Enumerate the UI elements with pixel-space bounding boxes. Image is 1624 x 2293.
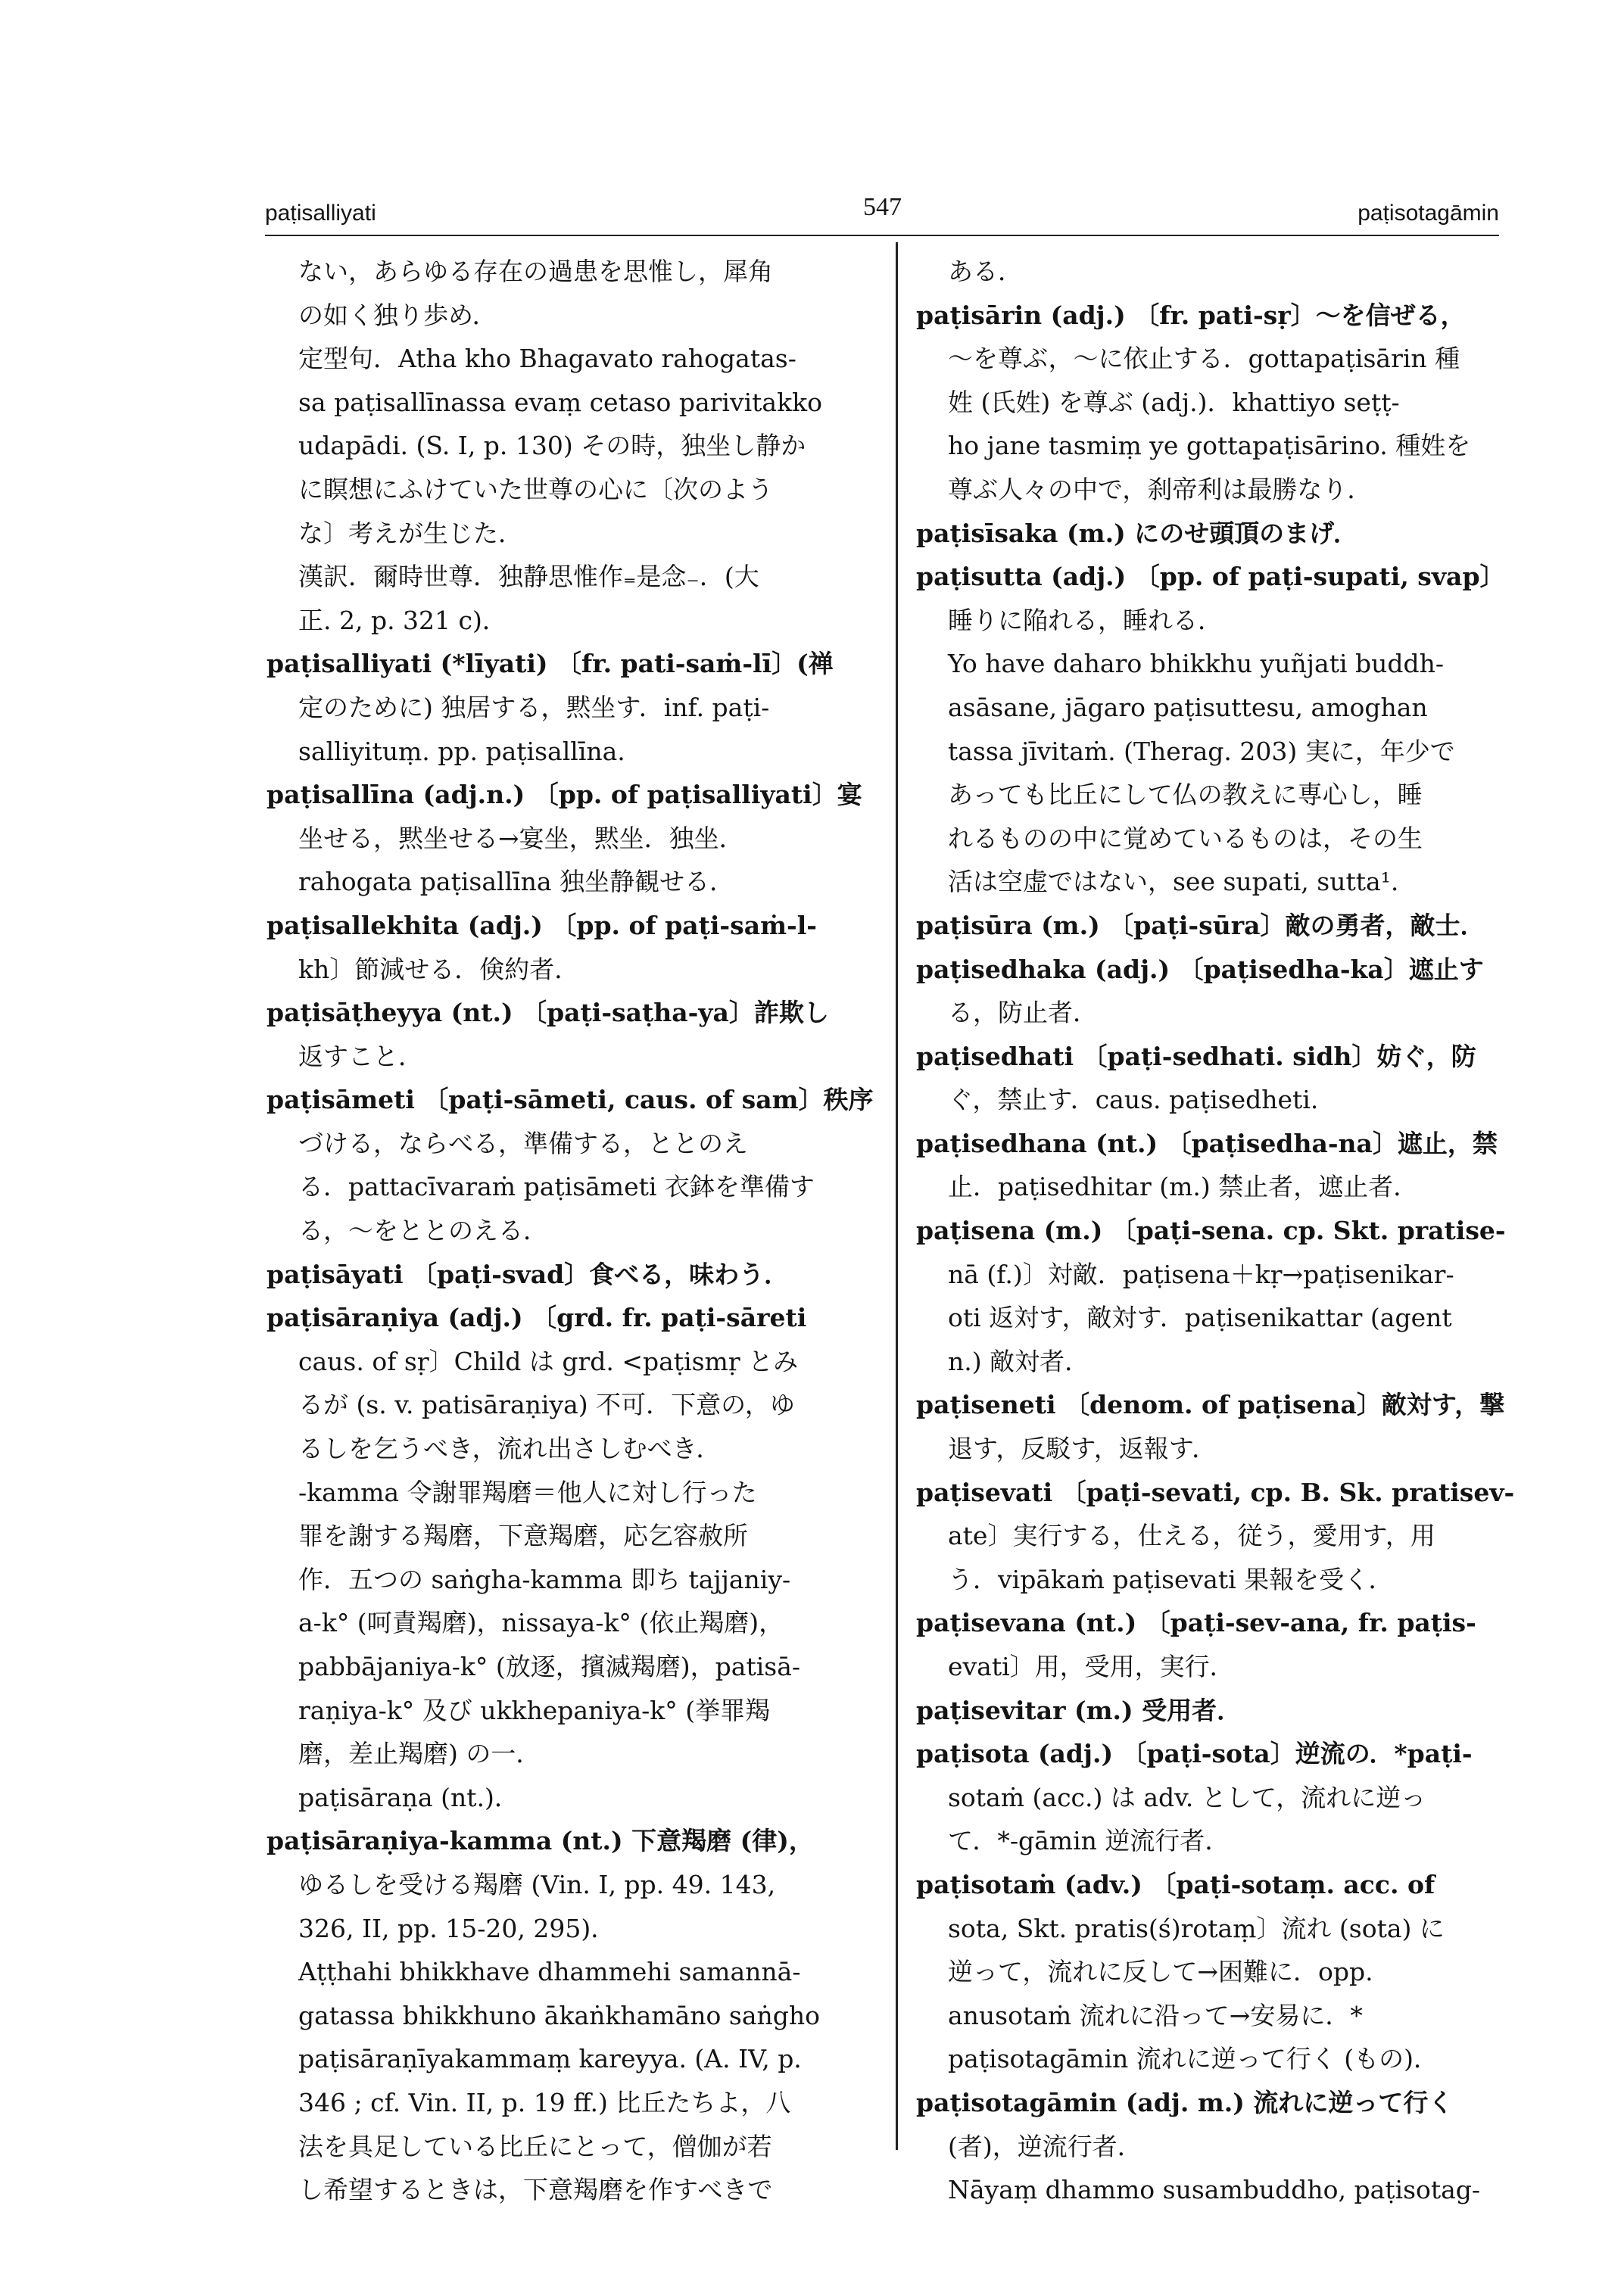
entry-text-line: るが (s. v. patisāraṇiya) 不可．下意の，ゆ (298, 1390, 795, 1420)
entry-headword-line: paṭisīsaka (m.) にのせ頭頂のまげ． (916, 518, 1358, 548)
entry-headword-line: paṭisāraṇiya (adj.) 〔grd. fr. paṭi-sāreti (267, 1303, 807, 1333)
entry-text-line: Aṭṭhahi bhikkhave dhammehi samannā- (298, 1957, 801, 1987)
entry-text-line: 止．paṭisedhitar (m.) 禁止者，遮止者． (948, 1172, 1419, 1202)
entry-text-line: 漢訳．爾時世尊．独静思惟作₌是念₋．(大 (298, 562, 759, 592)
entry-text-line: 磨，差止羯磨) の一． (298, 1739, 541, 1769)
entry-text-line: れるものの中に覚めているものは，その生 (948, 823, 1423, 853)
entry-text-line: し希望するときは，下意羯磨を作すべきで (298, 2175, 773, 2205)
entry-text-line: 逆って，流れに反して→困難に．opp. (948, 1957, 1373, 1987)
entry-headword-line: paṭisevana (nt.) 〔paṭi-sev-ana, fr. paṭis- (916, 1608, 1476, 1638)
entry-text-line: るしを乞うべき，流れ出さしむべき． (298, 1434, 722, 1464)
entry-text-line: paṭisāraṇa (nt.)． (298, 1782, 519, 1812)
entry-text-line: caus. of sṛ〕Child は grd. <paṭismṛ とみ (298, 1346, 799, 1376)
entry-text-line: 尊ぶ人々の中で，刹帝利は最勝なり． (948, 474, 1373, 504)
entry-text-line: ある． (948, 257, 1023, 286)
entry-text-line: gatassa bhikkhuno ākaṅkhamāno saṅgho (298, 2000, 821, 2030)
entry-headword-line: paṭisedhaka (adj.) 〔paṭisedha-ka〕遮止す (916, 954, 1484, 984)
entry-text-line: a-k° (呵責羯磨)，nissaya-k° (依止羯磨)， (298, 1608, 784, 1638)
entry-text-line: の如く独り歩め． (298, 300, 497, 330)
entry-headword-line: paṭiseneti 〔denom. of paṭisena〕敵対す，撃 (916, 1390, 1505, 1420)
entry-headword-line: paṭisotaṁ (adv.) 〔paṭi-sotaṃ. acc. of (916, 1869, 1435, 1899)
entry-text-line: に瞑想にふけていた世尊の心に〔次のよう (298, 474, 773, 504)
entry-text-line: る，～をととのえる． (298, 1216, 548, 1246)
entry-text-line: udapādi. (S. I, p. 130) その時，独坐し静か (298, 431, 806, 461)
entry-headword-line: paṭisallekhita (adj.) 〔pp. of paṭi-saṁ-l- (267, 910, 817, 940)
entry-text-line: sotaṁ (acc.) は adv. として，流れに逆っ (948, 1782, 1426, 1812)
entry-text-line: paṭisotagāmin 流れに逆って行く (もの)． (948, 2044, 1439, 2074)
entry-text-line: kh〕節減せる．倹約者． (298, 954, 580, 984)
entry-headword-line: paṭisāraṇiya-kamma (nt.) 下意羯磨 (律)， (267, 1826, 814, 1856)
entry-text-line: ～を尊ぶ，～に依止する．gottapaṭisārin 種 (948, 344, 1460, 374)
entry-text-line: 退す，反駁す，返報す． (948, 1434, 1217, 1464)
entry-text-line: ate〕実行する，仕える，従う，愛用す，用 (948, 1521, 1435, 1551)
entry-headword-line: paṭisārin (adj.) 〔fr. pati-sṛ〕～を信ぜる， (916, 300, 1466, 330)
entry-headword-line: paṭisalliyati (*līyati) 〔fr. pati-saṁ-lī〕(禅 (267, 649, 834, 679)
entry-headword-line: paṭisutta (adj.) 〔pp. of paṭi-supati, svap〕 (916, 562, 1505, 592)
entry-text-line: あっても比丘にして仏の教えに専心し，睡 (948, 780, 1423, 810)
entry-headword-line: paṭisedhana (nt.) 〔paṭisedha-na〕遮止，禁 (916, 1128, 1498, 1158)
right-column (916, 250, 1514, 2212)
entry-text-line: (者)，逆流行者． (948, 2131, 1142, 2161)
entry-text-line: 法を具足している比丘にとって，僧伽が若 (298, 2131, 772, 2161)
entry-text-line: -kamma 令謝罪羯磨＝他人に対し行った (298, 1477, 757, 1507)
entry-text-line: raṇiya-k° 及び ukkhepaniya-k° (挙罪羯 (298, 1695, 771, 1725)
entry-headword-line: paṭisāmeti 〔paṭi-sāmeti, caus. of sam〕秩序 (267, 1085, 874, 1115)
entry-text-line: て．*-gāmin 逆流行者． (948, 1826, 1230, 1856)
entry-text-line: 罪を謝する羯磨，下意羯磨，応乞容赦所 (298, 1521, 748, 1551)
entry-text-line: 活は空虚ではない，see supati, sutta¹. (948, 867, 1399, 897)
entry-text-line: tassa jīvitaṁ. (Therag. 203) 実に，年少で (948, 736, 1455, 766)
entry-headword-line: paṭisāyati 〔paṭi-svad〕食べる，味わう． (267, 1259, 790, 1289)
entry-text-line: 346 ; cf. Vin. II, p. 19 ff.) 比丘たちよ，八 (298, 2087, 791, 2117)
entry-text-line: 定型句．Atha kho Bhagavato rahogatas- (298, 344, 796, 374)
right-guide-word: paṭisotagāmin (1357, 201, 1499, 226)
entry-text-line: う．vipākaṁ paṭisevati 果報を受く． (948, 1564, 1394, 1594)
entry-text-line: salliyituṃ. pp. paṭisallīna. (298, 736, 625, 766)
column-divider (896, 242, 898, 2150)
entry-text-line: づける，ならべる，準備する，ととのえ (298, 1128, 748, 1158)
entry-headword-line: paṭisotagāmin (adj. m.) 流れに逆って行く (916, 2087, 1454, 2117)
entry-headword-line: paṭisūra (m.) 〔paṭi-sūra〕敵の勇者，敵士． (916, 910, 1485, 940)
entry-text-line: rahogata paṭisallīna 独坐静観せる． (298, 867, 735, 897)
entry-text-line: paṭisāraṇīyakammaṃ kareyya. (A. IV, p. (298, 2044, 802, 2074)
entry-text-line: ない，あらゆる存在の過患を思惟し，犀角 (298, 257, 773, 286)
entry-text-line: 正. 2, p. 321 c)． (298, 605, 507, 635)
entry-headword-line: paṭisāṭheyya (nt.) 〔paṭi-saṭha-ya〕詐欺し (267, 998, 829, 1028)
entry-text-line: Nāyaṃ dhammo susambuddho, paṭisotag- (948, 2175, 1481, 2205)
left-guide-word: paṭisalliyati (265, 201, 376, 226)
entry-text-line: nā (f.)〕対敵．paṭisena＋kṛ→paṭisenikar- (948, 1259, 1454, 1289)
entry-headword-line: paṭisota (adj.) 〔paṭi-sota〕逆流の．*paṭi- (916, 1739, 1473, 1769)
entry-headword-line: paṭisedhati 〔paṭi-sedhati. sidh〕妨ぐ，防 (916, 1041, 1476, 1071)
header-rule (265, 235, 1499, 236)
entry-headword-line: paṭisevati 〔paṭi-sevati, cp. B. Sk. pratisev- (916, 1477, 1515, 1507)
entry-text-line: 姓 (氏姓) を尊ぶ (adj.)．khattiyo seṭṭ- (948, 387, 1400, 417)
entry-text-line: asāsane, jāgaro paṭisuttesu, amoghan (948, 692, 1428, 722)
page-number: 547 (863, 193, 902, 221)
entry-headword-line: paṭisevitar (m.) 受用者． (916, 1695, 1242, 1725)
entry-text-line: 定のために) 独居する，黙坐す．inf. paṭi- (298, 692, 770, 722)
entry-text-line: sa paṭisallīnassa evaṃ cetaso parivitakko (298, 387, 822, 417)
entry-text-line: 坐せる，黙坐せる→宴坐，黙坐．独坐． (298, 823, 744, 853)
left-column (267, 250, 880, 2212)
entry-text-line: sota, Skt. pratis(ś)rotaṃ〕流れ (sota) に (948, 1913, 1445, 1943)
entry-text-line: evati〕用，受用，実行． (948, 1652, 1235, 1681)
entry-text-line: pabbājaniya-k° (放逐，擯滅羯磨)，patisā- (298, 1652, 801, 1681)
entry-text-line: 睡りに陥れる，睡れる． (948, 605, 1223, 635)
entry-text-line: る，防止者． (948, 998, 1098, 1028)
entry-text-line: anusotaṁ 流れに沿って→安易に．* (948, 2000, 1363, 2030)
entry-text-line: Yo have daharo bhikkhu yuñjati buddh- (948, 649, 1445, 679)
entry-headword-line: paṭisallīna (adj.n.) 〔pp. of paṭisalliyati〕宴 (267, 780, 862, 810)
entry-text-line: 326, II, pp. 15-20, 295)． (298, 1913, 616, 1943)
entry-text-line: n.) 敵対者． (948, 1346, 1090, 1376)
entry-text-line: ゆるしを受ける羯磨 (Vin. I, pp. 49. 143, (298, 1869, 776, 1899)
entry-headword-line: paṭisena (m.) 〔paṭi-sena. cp. Skt. pratise- (916, 1216, 1506, 1246)
entry-text-line: ぐ，禁止す．caus. paṭisedheti. (948, 1085, 1319, 1115)
page-header (265, 193, 1499, 235)
entry-text-line: oti 返対す，敵対す．paṭisenikattar (agent (948, 1303, 1452, 1333)
entry-text-line: 返すこと． (298, 1041, 423, 1071)
entry-text-line: ho jane tasmiṃ ye gottapaṭisārino. 種姓を (948, 431, 1471, 461)
entry-text-line: る．pattacīvaraṁ paṭisāmeti 衣鉢を準備す (298, 1172, 815, 1202)
entry-text-line: 作．五つの saṅgha-kamma 即ち tajjaniy- (298, 1564, 791, 1594)
entry-text-line: な〕考えが生じた． (298, 518, 523, 548)
